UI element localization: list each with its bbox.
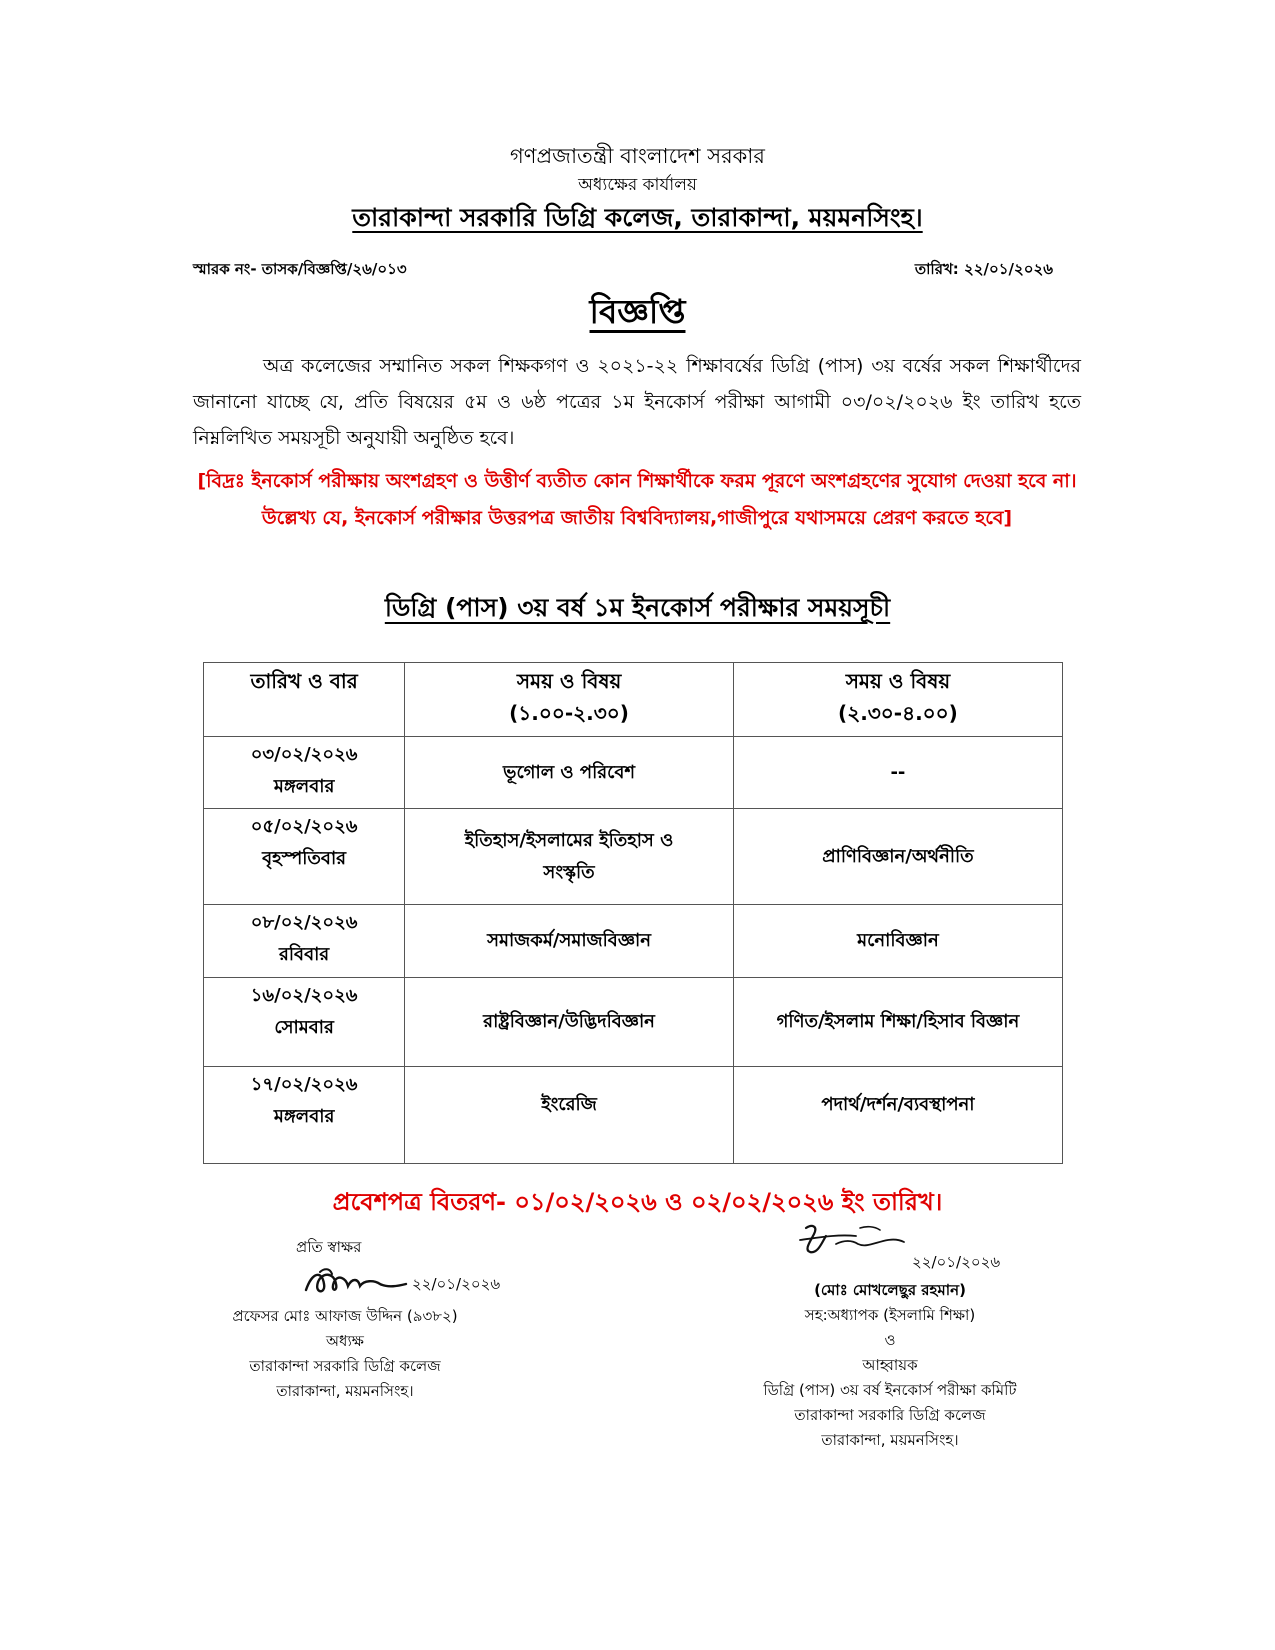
- countersign-label: প্রতি স্বাক্ষর: [296, 1238, 362, 1256]
- header-date-day: তারিখ ও বার: [204, 663, 405, 737]
- row-date: ১৬/০২/২০২৬: [250, 985, 358, 1006]
- row-slot2: [733, 1067, 1062, 1164]
- convener-block: [680, 1278, 1100, 1453]
- row-date: ০৮/০২/২০২৬: [250, 912, 358, 933]
- schedule-table: [203, 662, 1063, 1164]
- convener-place: তারাকান্দা, ময়মনসিংহ।: [821, 1431, 959, 1449]
- row-date-day: [204, 978, 405, 1067]
- row-day: বৃহস্পতিবার: [262, 848, 347, 869]
- header-slot2-time: (২.৩০-৪.০০): [838, 701, 958, 725]
- row-slot2: মনোবিজ্ঞান: [733, 905, 1062, 978]
- convener-and: ও: [884, 1331, 896, 1349]
- convener-sign-date: ২২/০১/২০২৬: [912, 1253, 1001, 1271]
- admit-card-distribution: প্রবেশপত্র বিতরণ- ০১/০২/২০২৬ ও ০২/০২/২০২৬ ইং তারিখ।: [332, 1188, 943, 1216]
- office-title: অধ্যক্ষের কার্যালয়: [578, 175, 697, 195]
- header-slot2: [733, 663, 1062, 737]
- principal-place: তারাকান্দা, ময়মনসিংহ।: [276, 1382, 414, 1400]
- principal-block: [190, 1304, 500, 1404]
- row-slot1: [405, 1067, 734, 1164]
- row-day: মঙ্গলবার: [273, 776, 335, 797]
- table-row: [204, 737, 1063, 809]
- government-title: গণপ্রজাতন্ত্রী বাংলাদেশ সরকার: [510, 144, 765, 168]
- row-slot2: --: [733, 737, 1062, 809]
- row-date: ০৩/০২/২০২৬: [250, 744, 358, 765]
- row-slot2-text: পদার্থ/দর্শন/ব্যবস্থাপনা: [821, 1094, 975, 1115]
- row-slot2: প্রাণিবিজ্ঞান/অর্থনীতি: [733, 809, 1062, 905]
- college-title: [0, 198, 1275, 241]
- row-slot1-text: ইতিহাস/ইসলামের ইতিহাস ও সংস্কৃতি: [464, 829, 674, 883]
- notice-body: অত্র কলেজের সম্মানিত সকল শিক্ষকগণ ও ২০২১-২২ শিক্ষাবর্ষের ডিগ্রি (পাস) ৩য় বর্ষের সকল শিক্ষার্থীদের জানানো যাচ্ছে যে, প্রতি বিষয়ের ৫ম ও ৬ষ্ঠ পত্রের ১ম ইনকোর্স পরীক্ষা আগামী ০৩/০২/২০২৬ ইং তারিখ হতে নিম্নলিখিত সময়সূচী অনুযায়ী অনুষ্ঠিত হবে।: [193, 355, 1081, 449]
- row-slot1: রাষ্ট্রবিজ্ঞান/উদ্ভিদবিজ্ঞান: [405, 978, 734, 1067]
- table-row: [204, 905, 1063, 978]
- convener-org: তারাকান্দা সরকারি ডিগ্রি কলেজ: [794, 1406, 986, 1424]
- header-slot2-label: সময় ও বিষয়: [845, 669, 951, 693]
- row-day: মঙ্গলবার: [273, 1106, 335, 1127]
- convener-designation: সহ:অধ্যাপক (ইসলামি শিক্ষা): [804, 1306, 976, 1324]
- row-slot1-text: ইংরেজি: [541, 1094, 597, 1115]
- row-date-day: [204, 905, 405, 978]
- principal-sign-date: ২২/০১/২০২৬: [412, 1275, 501, 1293]
- convener-role: আহ্বায়ক: [862, 1356, 918, 1374]
- college-name: তারাকান্দা সরকারি ডিগ্রি কলেজ, তারাকান্দা, ময়মনসিংহ।: [352, 203, 923, 232]
- row-date-day: [204, 737, 405, 809]
- row-slot1: সমাজকর্ম/সমাজবিজ্ঞান: [405, 905, 734, 978]
- schedule-title: [0, 588, 1275, 631]
- table-row: [204, 1067, 1063, 1164]
- row-date: ০৫/০২/২০২৬: [250, 816, 358, 837]
- convener-signature: [796, 1220, 906, 1260]
- memo-number: স্মারক নং- তাসক/বিজ্ঞপ্তি/২৬/০১৩: [193, 260, 407, 278]
- principal-name: প্রফেসর মোঃ আফাজ উদ্দিন (৯৩৮২): [232, 1307, 458, 1325]
- schedule-title-text: ডিগ্রি (পাস) ৩য় বর্ষ ১ম ইনকোর্স পরীক্ষার সময়সূচী: [384, 593, 891, 622]
- row-day: সোমবার: [274, 1017, 334, 1038]
- row-date-day: [204, 809, 405, 905]
- header-slot1-time: (১.০০-২.৩০): [509, 701, 629, 725]
- header-slot1: [405, 663, 734, 737]
- principal-signature: [300, 1264, 410, 1300]
- convener-name: (মোঃ মোখলেছুর রহমান): [814, 1281, 966, 1299]
- convener-committee: ডিগ্রি (পাস) ৩য় বর্ষ ইনকোর্স পরীক্ষা কমিটি: [763, 1381, 1017, 1399]
- notice-title: [0, 286, 1275, 342]
- row-date: ১৭/০২/২০২৬: [250, 1074, 358, 1095]
- principal-org: তারাকান্দা সরকারি ডিগ্রি কলেজ: [249, 1357, 441, 1375]
- row-slot1: [405, 809, 734, 905]
- table-header-row: [204, 663, 1063, 737]
- header-slot1-label: সময় ও বিষয়: [516, 669, 622, 693]
- row-slot1: ভূগোল ও পরিবেশ: [405, 737, 734, 809]
- notice-title-text: বিজ্ঞপ্তি: [589, 292, 686, 331]
- table-row: [204, 978, 1063, 1067]
- row-date-day: [204, 1067, 405, 1164]
- row-day: রবিবার: [279, 944, 330, 965]
- table-row: [204, 809, 1063, 905]
- notice-note: [বিদ্রঃ ইনকোর্স পরীক্ষায় অংশগ্রহণ ও উত্তীর্ণ ব্যতীত কোন শিক্ষার্থীকে ফরম পূরণে অংশগ্রহণের সুযোগ দেওয়া হবে না। উল্লেখ্য যে, ইনকোর্স পরীক্ষার উত্তরপত্র জাতীয় বিশ্ববিদ্যালয়,গাজীপুরে যথাসময়ে প্রেরণ করতে হবে]: [197, 470, 1077, 529]
- issue-date: তারিখ: ২২/০১/২০২৬: [914, 260, 1053, 278]
- principal-designation: অধ্যক্ষ: [326, 1332, 364, 1350]
- row-slot2: গণিত/ইসলাম শিক্ষা/হিসাব বিজ্ঞান: [733, 978, 1062, 1067]
